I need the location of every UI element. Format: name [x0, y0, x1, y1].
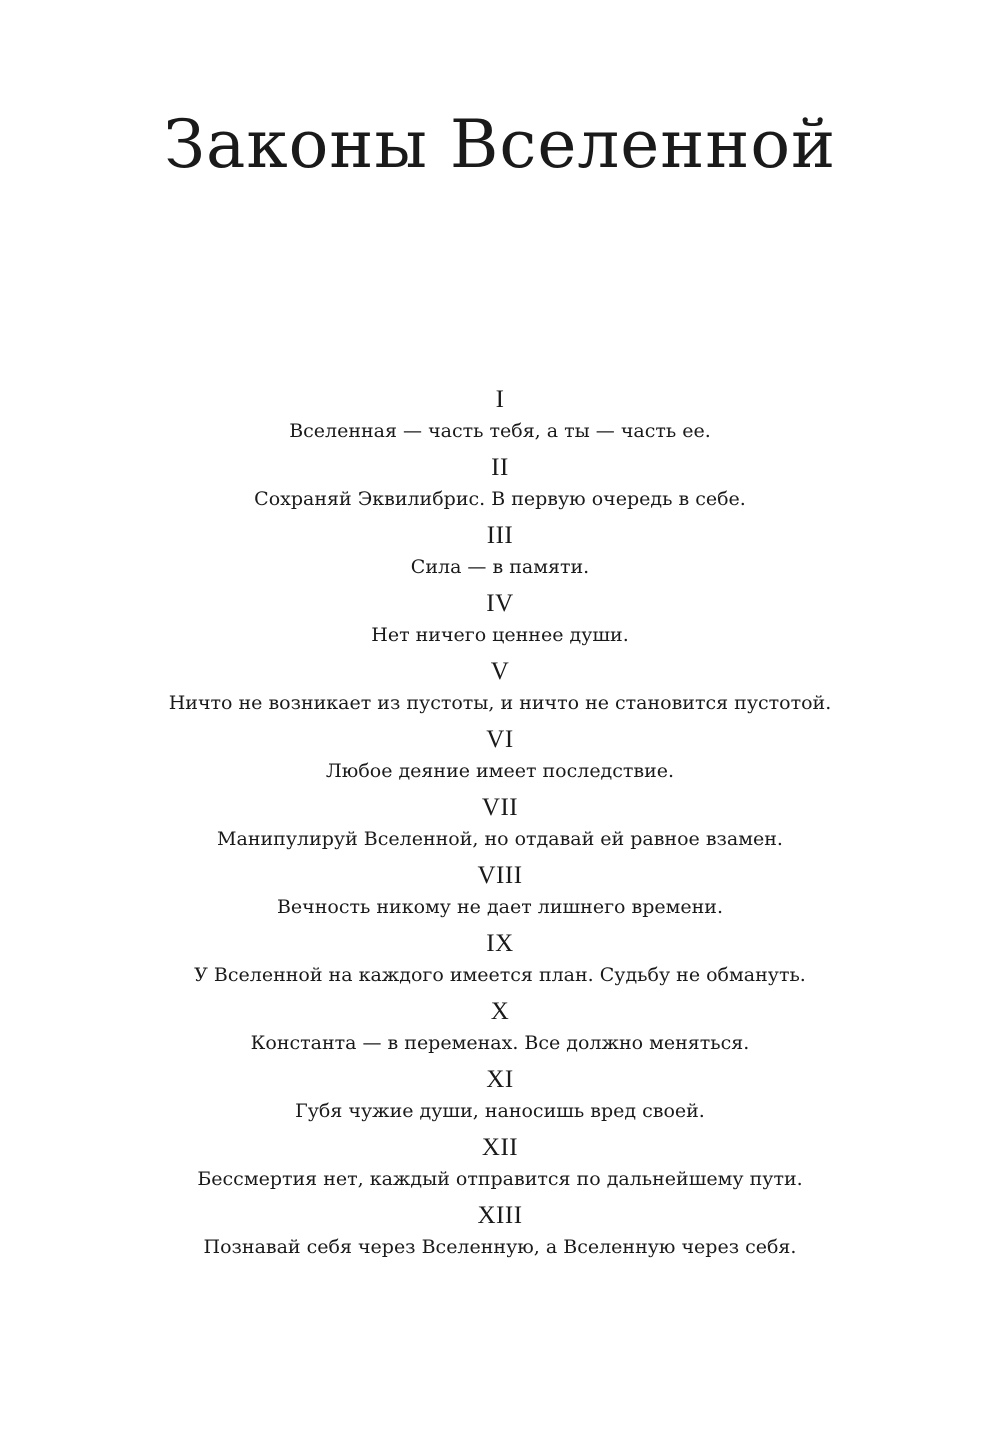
law-text: Сила — в памяти. [410, 556, 590, 578]
list-item [0, 452, 1000, 520]
law-text: Константа — в переменах. Все должно меняться. [250, 1032, 750, 1054]
list-item [0, 588, 1000, 656]
law-text: Губя чужие души, наносишь вред своей. [295, 1100, 705, 1122]
laws-list [0, 384, 1000, 1268]
list-item [0, 792, 1000, 860]
law-text: Вселенная — часть тебя, а ты — часть ее. [289, 420, 711, 442]
law-number: II [491, 454, 509, 481]
list-item [0, 996, 1000, 1064]
list-item [0, 860, 1000, 928]
law-number: X [490, 998, 510, 1025]
law-number: XI [486, 1066, 514, 1093]
law-text: Любое деяние имеет последствие. [325, 760, 675, 782]
law-number: III [486, 522, 514, 549]
law-number: XII [481, 1134, 519, 1161]
law-text: Вечность никому не дает лишнего времени. [276, 896, 724, 918]
law-text: Манипулируй Вселенной, но отдавай ей равное взамен. [217, 828, 783, 850]
law-text: Сохраняй Эквилибрис. В первую очередь в себе. [254, 488, 746, 510]
law-number: VI [486, 726, 514, 753]
list-item [0, 1064, 1000, 1132]
law-text: У Вселенной на каждого имеется план. Судьбу не обмануть. [194, 964, 806, 986]
page-title: Законы Вселенной [163, 106, 837, 183]
list-item [0, 1132, 1000, 1200]
list-item [0, 928, 1000, 996]
law-text: Ничто не возникает из пустоты, и ничто не становится пустотой. [168, 692, 832, 714]
list-item [0, 1200, 1000, 1268]
law-number: VII [481, 794, 519, 821]
law-text: Бессмертия нет, каждый отправится по дальнейшему пути. [197, 1168, 803, 1190]
list-item [0, 384, 1000, 452]
list-item [0, 724, 1000, 792]
law-number: VIII [477, 862, 523, 889]
law-number: V [490, 658, 510, 685]
law-number: IX [486, 930, 514, 957]
law-number: IV [486, 590, 514, 617]
law-text: Нет ничего ценнее души. [371, 624, 629, 646]
law-text: Познавай себя через Вселенную, а Вселенную через себя. [203, 1236, 797, 1258]
law-number: I [495, 386, 505, 413]
law-number: XIII [477, 1202, 523, 1229]
list-item [0, 656, 1000, 724]
list-item [0, 520, 1000, 588]
